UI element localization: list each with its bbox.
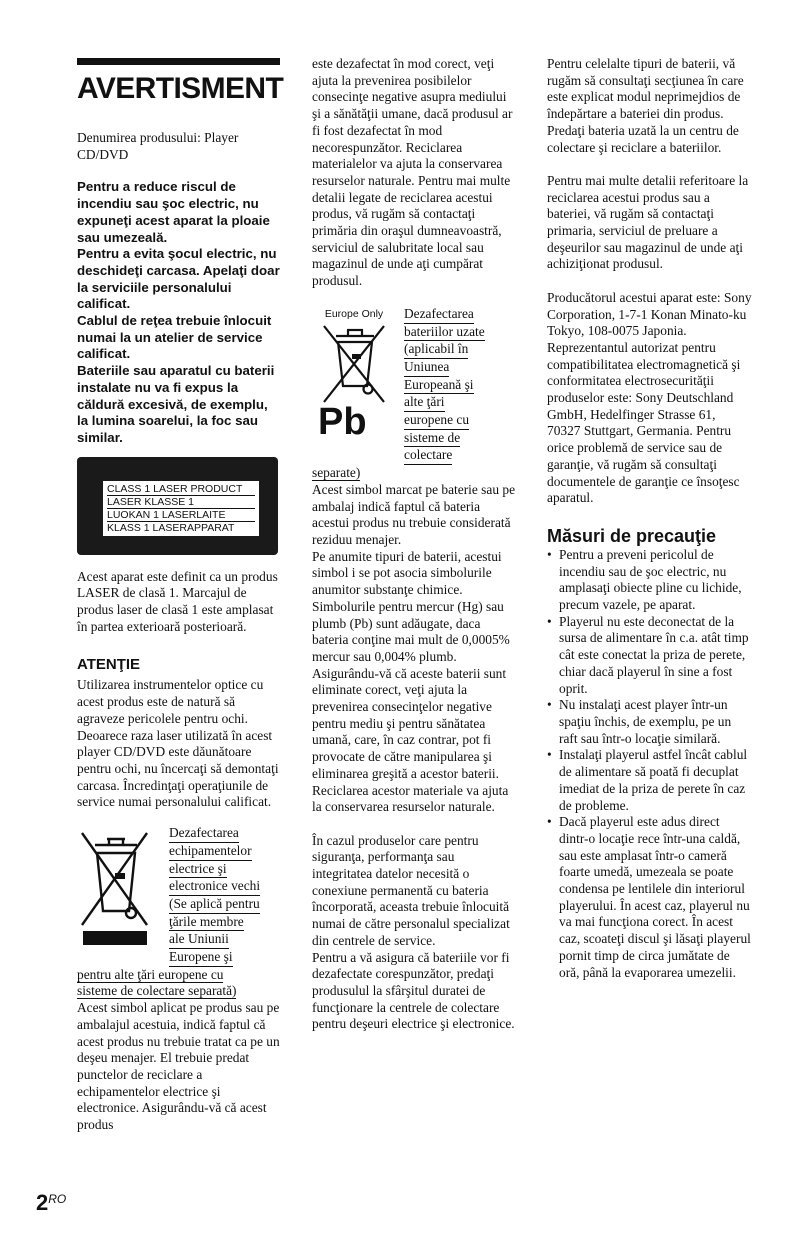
laser-label	[103, 481, 259, 536]
laser-description: Acest aparat este definit ca un produs LASER de clasă 1. Marcajul de produs laser de clasă 1 este amplasat în partea exterioară posterioară.	[77, 568, 278, 634]
weee-heading-line: electronice vechi	[169, 878, 260, 896]
other-batteries-text: Pentru celelalte tipuri de baterii, vă rugăm să consultaţi secţiunea în care este explicat modul neprimejdios de îndepărtare a bateriei din produs. Predaţi bateria uzată la un centru de colectare şi reciclare a bateriilor.	[547, 56, 744, 155]
list-item: • Instalaţi playerul astfel încât cablul de alimentare să poată fi decuplat imediat de la priza de perete în caz de probleme.	[559, 747, 752, 814]
battery-heading-line: separate)	[312, 465, 361, 481]
list-item: • Dacă playerul este adus direct dintr-o locaţie rece într-una caldă, sau este amplasat într-o cameră foarte umedă, umezeala se poate condensa pe lentilele din interiorul playerului. În acest caz, playerul nu va mai funcţiona corect. În acest caz, scoateţi discul şi lăsaţi playerul pornit timp de circa jumătate de oră, până la evaporarea umezelii.	[559, 814, 752, 981]
product-name: Denumirea produsului: Player CD/DVD	[77, 130, 239, 162]
battery-heading-line: sisteme de	[404, 430, 460, 448]
recycling-details-text: Pentru mai multe detalii referitoare la reciclarea acestui produs sau a bateriei, vă rugăm să contactaţi primaria, serviciul de preluare a deşeurilor sau magazinul de unde aţi achiziţionat produsul.	[547, 172, 749, 272]
weee-heading-line: pentru alte ţări europene cu	[77, 966, 224, 982]
page-title: AVERTISMENT	[77, 72, 284, 105]
battery-heading	[404, 306, 515, 465]
laser-label-image	[77, 457, 278, 555]
weee-heading-line: ale Uniunii	[169, 931, 229, 949]
atentie-heading: ATENŢIE	[77, 656, 141, 674]
atentie-text: Utilizarea instrumentelor optice cu acest produs este de natură să agraveze pericolele pentru ochi. Deoarece raza laser utilizată în acest player CD/DVD este dăunătoare pentru ochi, nu încercaţi să demontaţi carcasa. Încredinţaţi operaţiunile de service numai personalului calificat.	[77, 677, 279, 810]
weee-body-continued: este dezafectat în mod corect, veţi ajuta la prevenirea posibilelor consecinţe negative asupra mediului şi a sănătăţii umane, dacă produsul ar fi fost dezafectat în mod necorespunzător. Reciclarea materialelor va ajuta la conservarea resurselor naturale. Pentru mai multe detalii legate de reciclarea acestui produs, vă rugăm să contactaţi primăria din oraşul dumneavoastră, serviciul de salubritate local sau magazinul de unde aţi cumpărat produsul.	[312, 56, 513, 289]
weee-heading-line: electrice şi	[169, 861, 227, 879]
battery-heading-line: Europeană şi	[404, 377, 474, 395]
pb-symbol: Pb	[318, 400, 367, 438]
weee-heading-line: Europene şi	[169, 949, 233, 967]
weee-heading-line: sisteme de colectare separată)	[77, 983, 237, 999]
battery-heading-line: europene cu	[404, 412, 469, 430]
battery-heading-line: Uniunea	[404, 359, 449, 377]
page-number	[36, 1190, 66, 1216]
safety-warning: Pentru a reduce riscul de incendiu sau şoc electric, nu expuneţi acest aparat la ploaie sau umezeală. Pentru a evita şocul electric, nu deschideţi carcasa. Apelaţi doar la serviciile personalului calificat. Cablul de reţea trebuie înlocuit numai la un atelier de service calificat. Bateriile sau aparatul cu baterii instalate nu va fi expus la căldură excesivă, de exemplu, la lumina soarelui, la foc sau similar.	[77, 179, 280, 445]
manufacturer-text: Producătorul acestui aparat este: Sony Corporation, 1-7-1 Konan Minato-ku Tokyo, 108-0075 Japonia. Reprezentantul autorizat pentru compatibilitatea electromagnetică şi conformitatea electrosecurităţii produselor este: Sony Deutschland GmbH, Hedelfinger Strasse 61, 70327 Stuttgart, Germania. Pentru orice problemă de service sau de garanţie, vă rugăm să consultaţi documentele de garanţie ce însoţesc aparatul.	[547, 289, 752, 506]
column-3	[547, 56, 752, 981]
battery-heading-line: colectare	[404, 447, 452, 465]
precautions-list	[547, 547, 752, 981]
europe-only-label: Europe Only	[324, 307, 384, 320]
page-language: RO	[48, 1192, 67, 1206]
laser-label-line: KLASS 1 LASERAPPARAT	[107, 521, 235, 534]
battery-heading-line: alte ţări	[404, 394, 445, 412]
battery-heading-line: (aplicabil în	[404, 341, 468, 359]
laser-label-line: LASER KLASSE 1	[107, 496, 255, 509]
weee-section	[77, 825, 280, 967]
laser-label-line: LUOKAN 1 LASERLAITE	[107, 509, 255, 522]
battery-bin-icon	[312, 306, 404, 465]
weee-heading-line: (Se aplică pentru	[169, 896, 260, 914]
weee-bin-icon	[77, 825, 169, 967]
weee-body: Acest simbol aplicat pe produs sau pe ambalajul acestuia, indică faptul că acest produs nu trebuie tratat ca pe un deşeu menajer. El trebuie predat punctelor de reciclare a echipamentelor electrice şi electronice. Asigurându-vă că acest produs	[77, 1000, 280, 1133]
battery-heading-tail	[312, 465, 515, 482]
list-item: • Playerul nu este deconectat de la sursa de alimentare în c.a. atât timp cât este conectat la priza de perete, chiar dacă playerul în sine a fost oprit.	[559, 614, 752, 698]
battery-heading-line: bateriilor uzate	[404, 324, 485, 342]
battery-heading-line: Dezafectarea	[404, 306, 474, 324]
battery-section	[312, 306, 515, 465]
title-rule	[77, 58, 280, 65]
column-2	[312, 56, 515, 1033]
list-item: • Nu instalaţi acest player într-un spaţiu închis, de exemplu, pe un raft sau într-o locaţie similară.	[559, 697, 752, 747]
battery-embedded-text: În cazul produselor care pentru siguranţa, performanţa sau integritatea datelor necesită o conexiune permanentă cu bateria încorporată, aceasta trebuie înlocuită numai de către personalul specializat din centrele de service. Pentru a vă asigura că bateriile vor fi dezafectate corespunzător, predaţi produsulul la sfârşitul duratei de funcţionare la centrele de colectare pentru deşeuri electrice şi electronice.	[312, 832, 515, 1032]
laser-label-line: CLASS 1 LASER PRODUCT	[107, 483, 255, 496]
weee-heading	[169, 825, 280, 967]
page-number-value: 2	[36, 1190, 49, 1215]
column-1	[77, 56, 284, 1134]
weee-heading-tail	[77, 967, 280, 1000]
list-item: • Pentru a preveni pericolul de incendiu sau de şoc electric, nu amplasaţi obiecte pline cu lichide, precum vazele, pe aparat.	[559, 547, 752, 614]
weee-heading-line: echipamentelor	[169, 843, 252, 861]
weee-heading-line: Dezafectarea	[169, 825, 239, 843]
battery-body: Acest simbol marcat pe baterie sau pe ambalaj indică faptul că bateria acestui produs nu trebuie considerată reziduu menajer. Pe anumite tipuri de baterii, acestui simbol i se pot asocia simbolurile anumitor substanţe chimice. Simbolurile pentru mercur (Hg) sau plumb (Pb) sunt adăugate, daca bateria conţine mai mult de 0,0005% mercur sau 0,004% plumb. Asigurându-vă că aceste baterii sunt eliminate corect, veţi ajuta la prevenirea consecinţelor negative pentru mediu şi pentru sănătatea umană, care, în caz contrar, pot fi provocate de către manipularea şi eliminarea greşită a acestor baterii. Reciclarea acestor materiale va ajuta la conservarea resurselor naturale.	[312, 481, 516, 815]
precautions-heading: Măsuri de precauţie	[547, 525, 717, 546]
weee-heading-line: ţările membre	[169, 914, 244, 932]
